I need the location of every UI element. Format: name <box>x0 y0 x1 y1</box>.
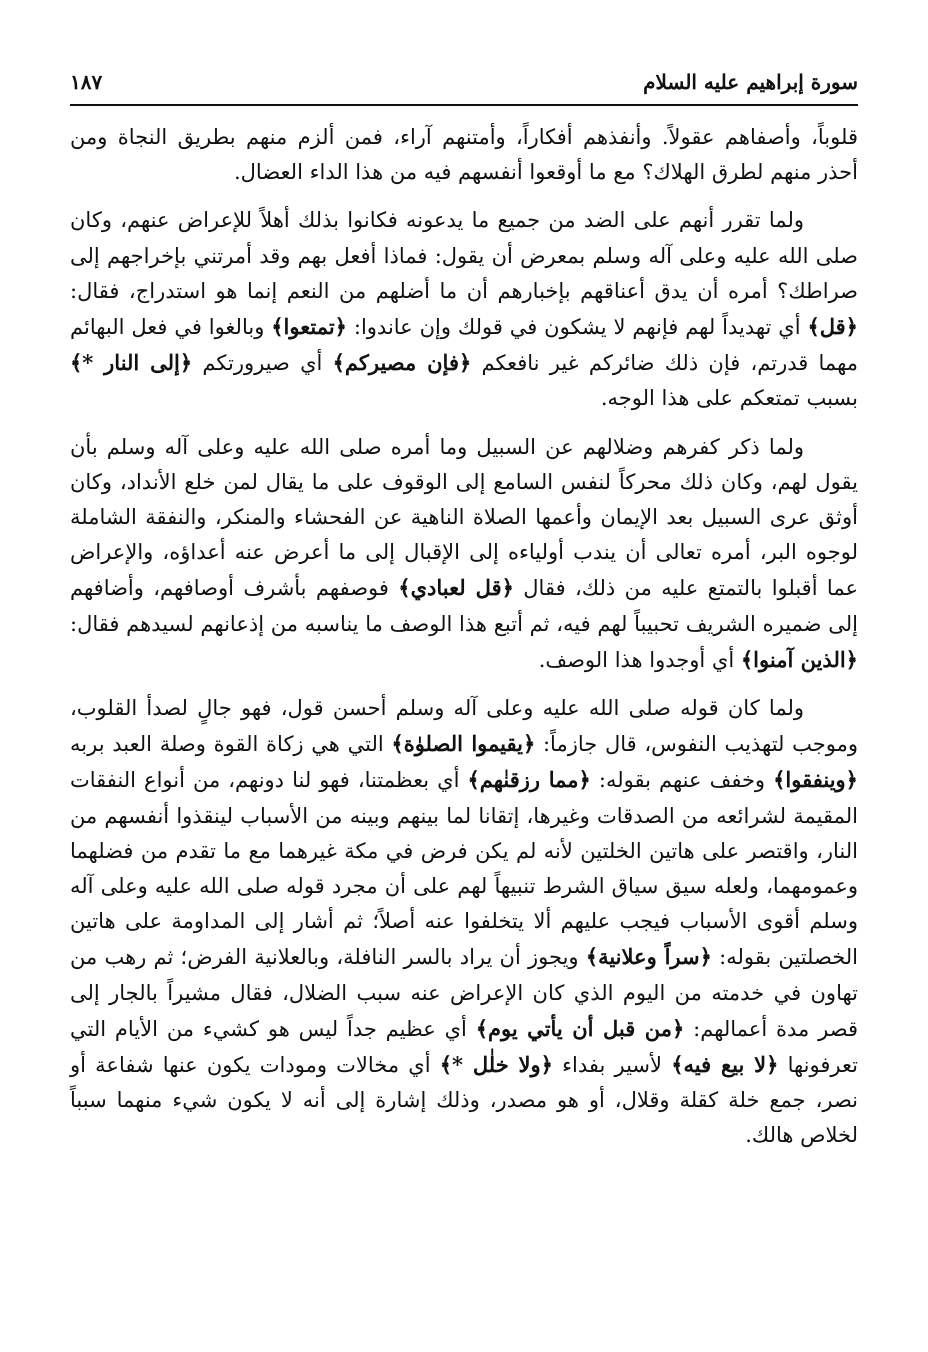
commentary-text: أي بعظمتنا، فهو لنا دونهم، من أنواع النفقات المقيمة لشرائعه من الصدقات وغيرها، إتقانا لما بينهم وبينه من الأسباب لينقذوا أنفسهم من النار، واقتصر على هاتين الخلتين لأنه لم يكن فرض في مكة غيرهما مع ما تقدم من فضلهما وعمومهما، ولعله سيق سياق الشرط تنبيهاً لهم على أن مجرد قوله صلى الله عليه وعلى آله وسلم أقوى الأسباب فيجب عليهم ألا يتخلفوا عنه أصلاً؛ ثم أشار إلى المداومة على هاتين الخصلتين بقوله: <box>70 768 858 970</box>
quran-quote: ﴿سراً وعلانية﴾ <box>585 944 712 970</box>
page-header <box>70 62 858 106</box>
commentary-text: أي صيرورتكم <box>192 351 333 376</box>
commentary-text: أي أوجدوا هذا الوصف. <box>538 647 741 672</box>
quran-quote: ﴿مما رزقنٰهم﴾ <box>467 767 591 793</box>
quran-quote: ﴿قل﴾ <box>807 314 858 340</box>
quran-quote: ﴿وينفقوا﴾ <box>773 767 858 793</box>
commentary-text: التي هي زكاة القوة وصلة العبد بربه <box>70 732 392 757</box>
paragraph <box>70 691 858 1154</box>
page-body <box>70 120 858 1154</box>
quran-quote: ﴿ولا خلٰل *﴾ <box>439 1052 553 1078</box>
quran-quote: ﴿فإن مصيركم﴾ <box>332 350 472 376</box>
commentary-text: أي تهديداً لهم فإنهم لا يشكون في قولك وإن عاندوا: <box>346 315 808 340</box>
commentary-text: فوصفهم بأشرف أوصافهم، وأضافهم إلى ضميره الشريف تحبيباً لهم فيه، ثم أتبع هذا الوصف ما يناسبه من إذعانهم لسيدهم فقال: <box>70 576 858 636</box>
commentary-text: وخفف عنهم بقوله: <box>590 768 774 793</box>
quran-quote: ﴿من قبل أن يأتي يوم﴾ <box>475 1015 685 1041</box>
commentary-text: ويجوز أن يراد بالسر النافلة، وبالعلانية الفرض؛ ثم رهب من تهاون في خدمته من اليوم الذي كان الإعراض عنه سبب الضلال، فقال مشيراً بالجار إلى قصر مدة أعمالهم: <box>70 945 858 1041</box>
surah-title: سورة إبراهيم عليه السلام <box>643 70 858 94</box>
commentary-text: أي مخالات ومودات يكون عنها شفاعة أو نصر، جمع خلة كقلة وقلال، أو هو مصدر، وذلك إشارة إلى أنه لا يكون شيء منهما سبباً لخلاص هالك. <box>70 1053 858 1148</box>
paragraph <box>70 120 858 190</box>
quran-quote: ﴿إلى النار *﴾ <box>70 350 193 376</box>
quran-quote: ﴿الذين آمنوا﴾ <box>740 646 858 672</box>
commentary-text: وبالغوا في فعل البهائم مهما قدرتم، فإن ذلك ضائركم غير نافعكم <box>70 315 858 376</box>
quran-quote: ﴿تمتعوا﴾ <box>271 314 347 340</box>
commentary-text: قلوباً، وأصفاهم عقولاً. وأنفذهم أفكاراً، وأمتنهم آراء، فمن ألزم منهم بطريق النجاة ومن أحذر منهم لطرق الهلاك؟ مع ما أوقعوا أنفسهم فيه من هذا الداء العضال. <box>70 125 858 185</box>
commentary-text: لأسير بفداء <box>552 1053 672 1078</box>
quran-quote: ﴿يقيموا الصلوٰة﴾ <box>391 731 536 757</box>
page-number: ١٨٧ <box>70 70 103 94</box>
commentary-text: أي عظيم جداً ليس هو كشيء من الأيام التي تعرفونها <box>70 1016 858 1078</box>
commentary-text: ولما كان قوله صلى الله عليه وعلى آله وسلم أحسن قول، فهو جالٍ لصدأ القلوب، وموجب لتهذيب النفوس، قال جازماً: <box>70 696 858 757</box>
paragraph <box>70 203 858 416</box>
commentary-text: ولما ذكر كفرهم وضلالهم عن السبيل وما أمره صلى الله عليه وعلى آله وسلم بأن يقول لهم، وكان ذلك محركاً لنفس السامع إلى الوقوف على ما يقال لمن خلع الأنداد، وكان أوثق عرى السبيل بعد الإيمان وأعمها الصلاة الناهية عن الفحشاء والمنكر، والنفقة الشاملة لوجوه البر، أمره تعالى أن يندب أولياءه إلى الإقبال إلى ما أعرض عنه أعداؤه، والإعراض عما أقبلوا بالتمتع عليه من ذلك، فقال <box>70 434 858 601</box>
quran-quote: ﴿قل لعبادي﴾ <box>398 575 514 601</box>
commentary-text: ولما تقرر أنهم على الضد من جميع ما يدعونه فكانوا بذلك أهلاً للإعراض عنهم، وكان صلى الله عليه وعلى آله وسلم بمعرض أن يقول: فماذا أفعل بهم وقد أمرتني بإخراجهم إلى صراطك؟ أمره أن يدق أعناقهم بإخبارهم أن ما أضلهم من النعم إنما هو استدراج، فقال: <box>70 208 858 303</box>
quran-quote: ﴿لا بيع فيه﴾ <box>671 1052 779 1078</box>
book-page <box>70 62 858 1302</box>
paragraph <box>70 430 858 678</box>
commentary-text: بسبب تمتعكم على هذا الوجه. <box>600 386 858 411</box>
